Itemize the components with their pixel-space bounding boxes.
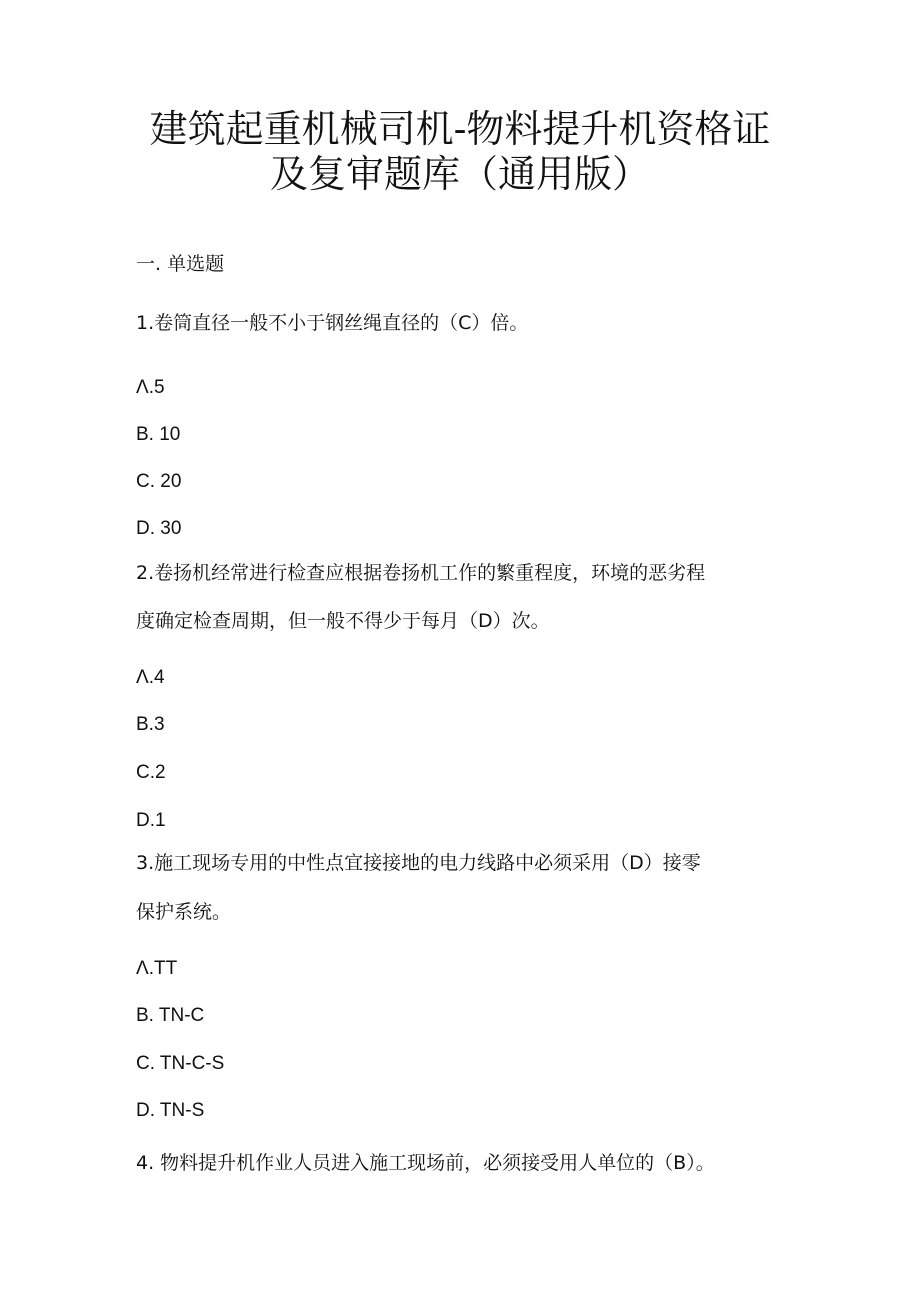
question-1-option-b: B. 10 (136, 424, 181, 445)
question-3-option-a: Λ.TT (136, 958, 178, 979)
document-title-line-1: 建筑起重机械司机-物料提升机资格证 (149, 107, 771, 151)
question-1-option-c: C. 20 (136, 471, 182, 492)
question-2-option-c: C.2 (136, 762, 166, 783)
question-1-option-d: D. 30 (136, 518, 182, 539)
question-3-text-line-2: 保护系统。 (136, 901, 232, 923)
document-title-line-2: 及复审题库（通用版） (269, 152, 650, 196)
question-4-text: 4. 物料提升机作业人员进入施工现场前，必须接受用人单位的（B）。 (136, 1152, 715, 1174)
question-1-option-a: Λ.5 (136, 377, 165, 398)
question-2-text-line-1: 2.卷扬机经常进行检查应根据卷扬机工作的繁重程度，环境的恶劣程 (136, 562, 706, 584)
question-3-option-b: B. TN-C (136, 1005, 205, 1026)
question-2-text-line-2: 度确定检查周期，但一般不得少于每月（D）次。 (136, 610, 550, 632)
section-heading: 一. 单选题 (136, 253, 225, 275)
question-3-text-line-1: 3.施工现场专用的中性点宜接接地的电力线路中必须采用（D）接零 (136, 852, 701, 874)
question-3-option-c: C. TN-C-S (136, 1053, 225, 1074)
question-3-option-d: D. TN-S (136, 1100, 205, 1121)
question-2-option-b: B.3 (136, 714, 165, 735)
question-2-option-a: Λ.4 (136, 667, 165, 688)
question-1-text: 1.卷筒直径一般不小于钢丝绳直径的（C）倍。 (136, 312, 529, 334)
question-2-option-d: D.1 (136, 810, 166, 831)
